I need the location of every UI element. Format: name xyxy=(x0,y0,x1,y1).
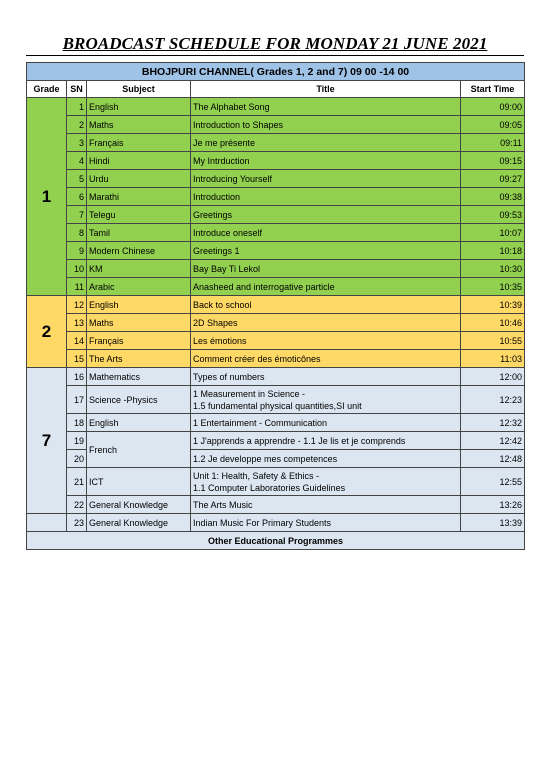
table-row xyxy=(27,350,525,368)
start-time-cell: 09:38 xyxy=(461,188,525,206)
sn-cell: 18 xyxy=(67,414,87,432)
start-time-cell: 09:15 xyxy=(461,152,525,170)
grade-cell-empty xyxy=(27,514,67,532)
table-row xyxy=(27,134,525,152)
title-cell: Greetings xyxy=(191,206,461,224)
table-row xyxy=(27,432,525,450)
sn-cell: 9 xyxy=(67,242,87,260)
table-row xyxy=(27,368,525,386)
title-cell: Je me présente xyxy=(191,134,461,152)
table-row xyxy=(27,278,525,296)
table-row xyxy=(27,414,525,432)
sn-cell: 14 xyxy=(67,332,87,350)
start-time-cell: 10:55 xyxy=(461,332,525,350)
header-title: Title xyxy=(191,81,461,98)
table-row xyxy=(27,386,525,414)
title-line: 1.1 Computer Laboratories Guidelines xyxy=(193,482,346,493)
subject-cell: Hindi xyxy=(87,152,191,170)
title-cell: Introducing Yourself xyxy=(191,170,461,188)
sn-cell: 23 xyxy=(67,514,87,532)
sn-cell: 16 xyxy=(67,368,87,386)
title-line: 1.5 fundamental physical quantities,SI unit xyxy=(193,400,362,411)
start-time-cell: 10:35 xyxy=(461,278,525,296)
title-cell: 2D Shapes xyxy=(191,314,461,332)
sn-cell: 2 xyxy=(67,116,87,134)
title-cell xyxy=(191,386,461,414)
title-cell: 1 J'apprends a apprendre - 1.1 Je lis et je comprends xyxy=(191,432,461,450)
sn-cell: 4 xyxy=(67,152,87,170)
sn-cell: 21 xyxy=(67,468,87,496)
title-line: 1 Measurement in Science - xyxy=(193,388,306,399)
sn-cell: 10 xyxy=(67,260,87,278)
title-line: Unit 1: Health, Safety & Ethics - xyxy=(193,470,320,481)
sn-cell: 15 xyxy=(67,350,87,368)
subject-cell: Science -Physics xyxy=(87,386,191,414)
table-row xyxy=(27,296,525,314)
header-grade: Grade xyxy=(27,81,67,98)
start-time-cell: 10:07 xyxy=(461,224,525,242)
start-time-cell: 13:39 xyxy=(461,514,525,532)
table-row xyxy=(27,468,525,496)
subject-cell: KM xyxy=(87,260,191,278)
sn-cell: 7 xyxy=(67,206,87,224)
table-row xyxy=(27,260,525,278)
sn-cell: 12 xyxy=(67,296,87,314)
subject-cell: English xyxy=(87,296,191,314)
title-cell: Introduction to Shapes xyxy=(191,116,461,134)
title-cell: Bay Bay Ti Lekol xyxy=(191,260,461,278)
start-time-cell: 10:39 xyxy=(461,296,525,314)
table-row xyxy=(27,116,525,134)
start-time-cell: 12:00 xyxy=(461,368,525,386)
grade-cell-7: 7 xyxy=(27,368,67,514)
title-cell: Les émotions xyxy=(191,332,461,350)
sn-cell: 5 xyxy=(67,170,87,188)
subject-cell: Maths xyxy=(87,116,191,134)
start-time-cell: 09:05 xyxy=(461,116,525,134)
title-cell: Introduction xyxy=(191,188,461,206)
header-start-time: Start Time xyxy=(461,81,525,98)
table-row xyxy=(27,206,525,224)
title-cell: Back to school xyxy=(191,296,461,314)
start-time-cell: 09:00 xyxy=(461,98,525,116)
start-time-cell: 10:30 xyxy=(461,260,525,278)
subject-cell: Marathi xyxy=(87,188,191,206)
title-rule xyxy=(26,55,524,56)
subject-cell: Urdu xyxy=(87,170,191,188)
start-time-cell: 12:42 xyxy=(461,432,525,450)
page-title: BROADCAST SCHEDULE FOR MONDAY 21 JUNE 2021 xyxy=(62,34,488,53)
subject-cell: French xyxy=(87,432,191,468)
title-cell: Greetings 1 xyxy=(191,242,461,260)
title-cell: My Intrduction xyxy=(191,152,461,170)
table-row xyxy=(27,332,525,350)
start-time-cell: 13:26 xyxy=(461,496,525,514)
title-cell: The Arts Music xyxy=(191,496,461,514)
start-time-cell: 12:23 xyxy=(461,386,525,414)
title-cell: Indian Music For Primary Students xyxy=(191,514,461,532)
title-cell: Types of numbers xyxy=(191,368,461,386)
table-row xyxy=(27,170,525,188)
start-time-cell: 12:55 xyxy=(461,468,525,496)
subject-cell: Telegu xyxy=(87,206,191,224)
title-cell xyxy=(191,468,461,496)
footer-other-programmes: Other Educational Programmes xyxy=(27,532,525,550)
grade-cell-2: 2 xyxy=(27,296,67,368)
header-sn: SN xyxy=(67,81,87,98)
start-time-cell: 12:32 xyxy=(461,414,525,432)
title-cell: The Alphabet Song xyxy=(191,98,461,116)
title-cell: Comment créer des émoticônes xyxy=(191,350,461,368)
subject-cell: Modern Chinese xyxy=(87,242,191,260)
table-row xyxy=(27,496,525,514)
start-time-cell: 11:03 xyxy=(461,350,525,368)
subject-cell: Arabic xyxy=(87,278,191,296)
sn-cell: 8 xyxy=(67,224,87,242)
header-subject: Subject xyxy=(87,81,191,98)
subject-cell: Maths xyxy=(87,314,191,332)
channel-banner: BHOJPURI CHANNEL( Grades 1, 2 and 7) 09 00 -14 00 xyxy=(27,63,525,81)
subject-cell: English xyxy=(87,414,191,432)
table-row xyxy=(27,98,525,116)
table-row xyxy=(27,514,525,532)
start-time-cell: 10:18 xyxy=(461,242,525,260)
start-time-cell: 10:46 xyxy=(461,314,525,332)
start-time-cell: 09:27 xyxy=(461,170,525,188)
subject-cell: Français xyxy=(87,134,191,152)
sn-cell: 22 xyxy=(67,496,87,514)
sn-cell: 19 xyxy=(67,432,87,450)
table-row xyxy=(27,242,525,260)
start-time-cell: 09:11 xyxy=(461,134,525,152)
subject-cell: General Knowledge xyxy=(87,496,191,514)
table-row xyxy=(27,188,525,206)
sn-cell: 3 xyxy=(67,134,87,152)
title-cell: 1.2 Je developpe mes competences xyxy=(191,450,461,468)
title-cell: Anasheed and interrogative particle xyxy=(191,278,461,296)
subject-cell: Tamil xyxy=(87,224,191,242)
subject-cell: Français xyxy=(87,332,191,350)
schedule-table xyxy=(26,62,525,550)
sn-cell: 1 xyxy=(67,98,87,116)
title-cell: 1 Entertainment - Communication xyxy=(191,414,461,432)
sn-cell: 13 xyxy=(67,314,87,332)
header-row xyxy=(27,81,525,98)
start-time-cell: 12:48 xyxy=(461,450,525,468)
title-cell: Introduce oneself xyxy=(191,224,461,242)
subject-cell: Mathematics xyxy=(87,368,191,386)
sn-cell: 11 xyxy=(67,278,87,296)
subject-cell: General Knowledge xyxy=(87,514,191,532)
grade-cell-1: 1 xyxy=(27,98,67,296)
subject-cell: English xyxy=(87,98,191,116)
sn-cell: 20 xyxy=(67,450,87,468)
subject-cell: ICT xyxy=(87,468,191,496)
sn-cell: 6 xyxy=(67,188,87,206)
sn-cell: 17 xyxy=(67,386,87,414)
table-row xyxy=(27,314,525,332)
table-row xyxy=(27,152,525,170)
subject-cell: The Arts xyxy=(87,350,191,368)
start-time-cell: 09:53 xyxy=(461,206,525,224)
table-row xyxy=(27,224,525,242)
